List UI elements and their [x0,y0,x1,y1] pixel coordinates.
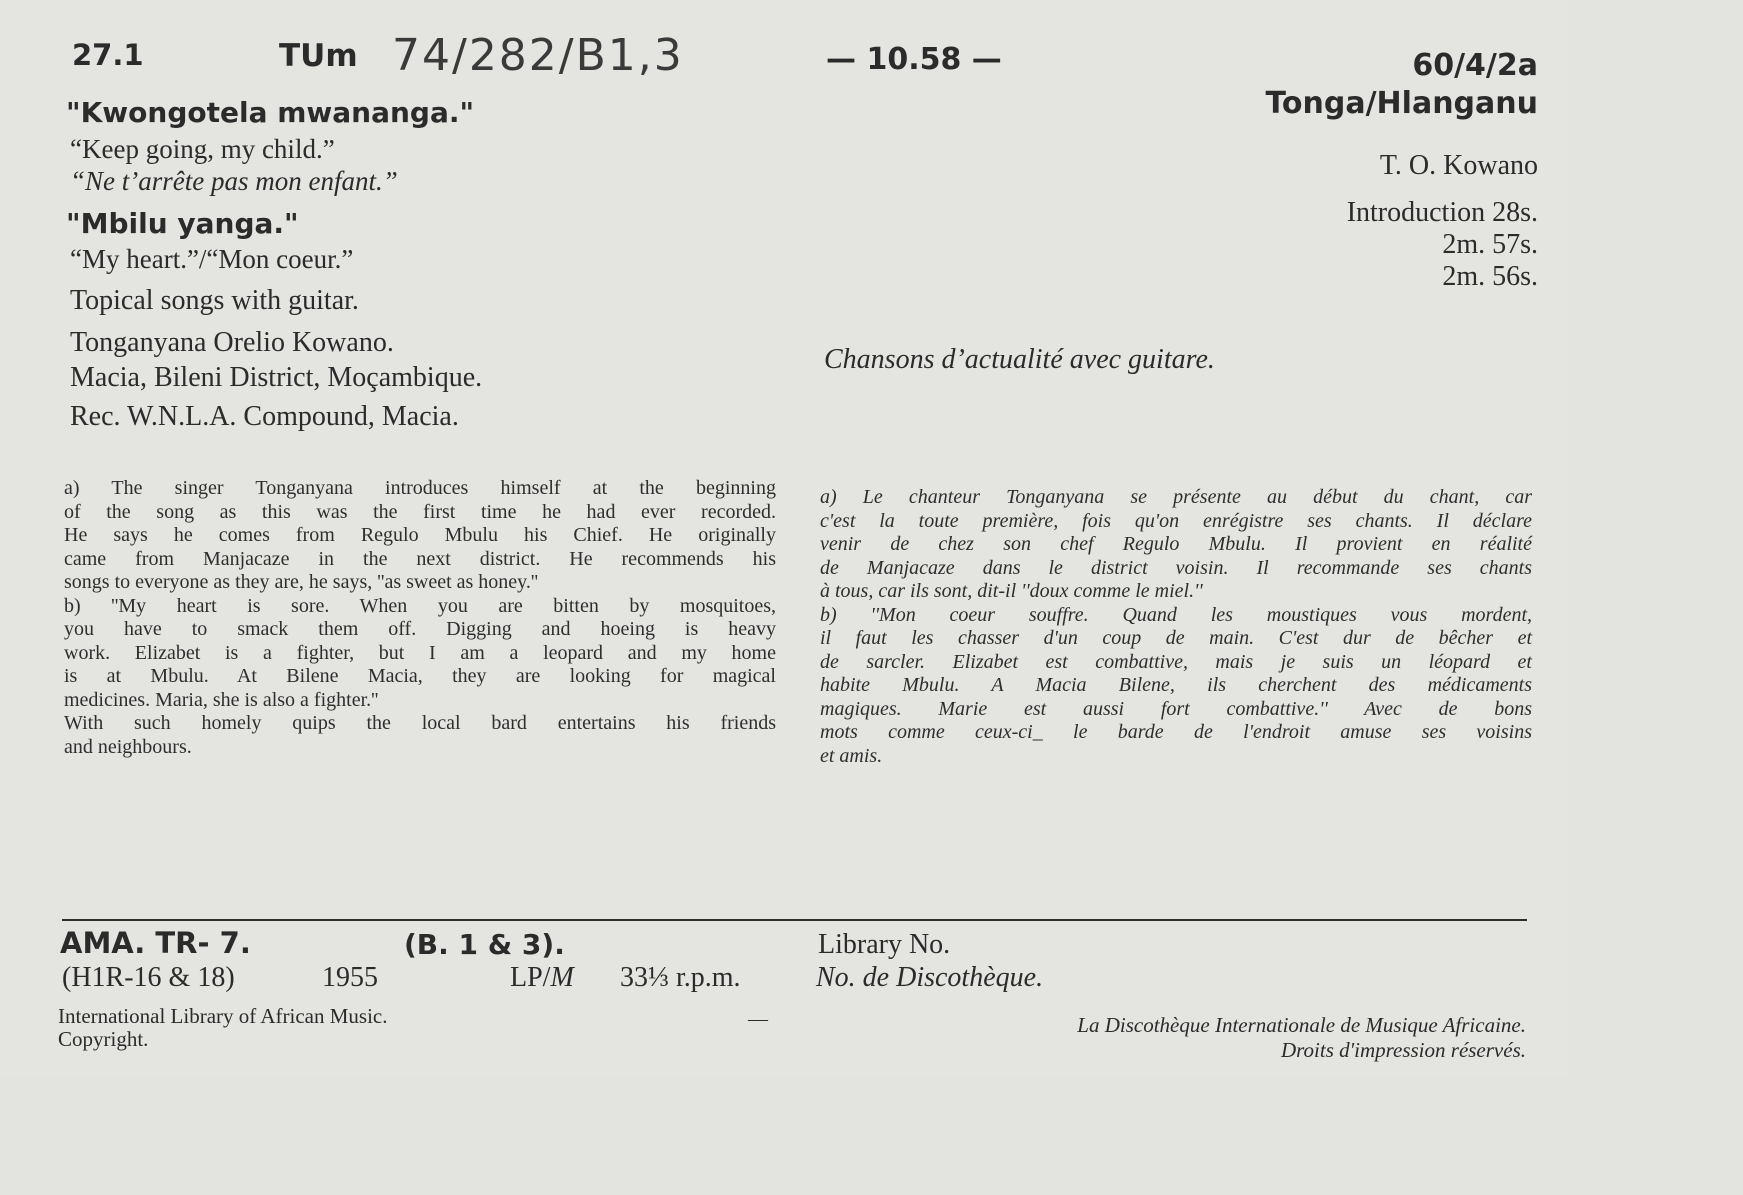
series-code: AMA. TR- 7. [60,926,251,960]
record-format-m: M [550,962,574,993]
release-year: 1955 [322,962,378,993]
catalogue-number: 60/4/2a [1412,48,1538,83]
duration-track-b: 2m. 56s. [1442,261,1538,292]
performer: Tonganyana Orelio Kowano. [70,327,394,358]
duration-track-a: 2m. 57s. [1442,229,1538,260]
recording-place: Rec. W.N.L.A. Compound, Macia. [70,401,459,432]
genre-french: Chansons d’actualité avec guitare. [824,344,1215,375]
notes-english [64,477,776,759]
artist-short: T. O. Kowano [1379,150,1538,181]
band-numbers: (B. 1 & 3). [404,928,565,961]
library-number-label: Library No. [818,929,951,960]
recording-date: — 10.58 — [826,42,1002,77]
note-line: b) ''My heart is sore. When you are bitten by mosquitoes, [64,594,776,617]
note-line: habite Mbulu. A Macia Bilene, ils cherchent des médicaments [820,674,1532,696]
catalogue-prefix: TUm [279,38,358,74]
note-line: of the song as this was the first time he had ever recorded. [64,500,776,523]
note-line: He says he comes from Regulo Mbulu his Chief. He originally [64,524,776,546]
note-line: b) ''Mon coeur souffre. Quand les moustiques vous mordent, [820,603,1532,626]
note-line: de sarcler. Elizabet est combattive, mais je suis un léopard et [820,650,1532,673]
song-title-2-translation: “My heart.”/“Mon coeur.” [70,244,354,274]
record-format [510,962,574,994]
note-line: a) Le chanteur Tonganyana se présente au début du chant, car [820,486,1532,508]
note-line: c'est la toute première, fois qu'on enrégistre ses chants. Il déclare [820,509,1532,532]
separator-dash: — [748,1008,768,1030]
rights-notice-french: Droits d'impression réservés. [1280,1038,1526,1062]
card-number: 27.1 [72,38,144,72]
note-line: de Manjacaze dans le district voisin. Il recommande ses chants [820,556,1532,579]
song-title-2: "Mbilu yanga." [66,207,299,240]
note-line: magiques. Marie est aussi fort combattive.'' Avec de bons [820,697,1532,720]
copyright-notice: Copyright. [58,1027,149,1051]
record-format-lp: LP/ [510,962,551,993]
note-line: With such homely quips the local bard entertains his friends [64,712,776,734]
genre-english: Topical songs with guitar. [70,285,359,316]
note-line: work. Elizabet is a fighter, but I am a leopard and my home [64,641,776,664]
record-speed: 33⅓ r.p.m. [620,962,741,993]
ethnic-group: Tonga/Hlanganu [1265,86,1538,121]
note-line: songs to everyone as they are, he says, ''as sweet as honey.'' [64,571,539,593]
note-line: medicines. Maria, she is also a fighter.'' [64,688,379,711]
song-title-1: "Kwongotela mwananga." [66,96,475,129]
note-line: you have to smack them off. Digging and hoeing is heavy [64,618,776,640]
note-line: a) The singer Tonganyana introduces himself at the beginning [64,477,776,499]
handwritten-reference: 74/282/B1,3 [392,30,684,81]
library-name-french: La Discothèque Internationale de Musique Africaine. [1077,1013,1526,1037]
discotheque-number-label: No. de Discothèque. [816,962,1044,993]
location: Macia, Bileni District, Moçambique. [70,362,483,393]
note-line: venir de chez son chef Regulo Mbulu. Il provient en réalité [820,533,1532,555]
note-line: came from Manjacaze in the next district. He recommends his [64,547,776,570]
note-line: et amis. [820,744,883,767]
note-line: à tous, car ils sont, dit-il ''doux comme le miel.'' [820,580,1203,602]
note-line: mots comme ceux-ci_ le barde de l'endroit amuse ses voisins [820,721,1532,743]
note-line: il faut les chasser d'un coup de main. C'est dur de bêcher et [820,627,1532,649]
library-name: International Library of African Music. [58,1004,388,1028]
footer-divider [62,919,1527,921]
note-line: and neighbours. [64,735,192,758]
matrix-numbers: (H1R-16 & 18) [62,962,235,993]
notes-french [820,486,1532,768]
duration-introduction: Introduction 28s. [1346,197,1538,228]
song-title-1-french: “Ne t’arrête pas mon enfant.” [70,166,398,196]
song-title-1-english: “Keep going, my child.” [70,134,335,164]
note-line: is at Mbulu. At Bilene Macia, they are looking for magical [64,665,776,687]
